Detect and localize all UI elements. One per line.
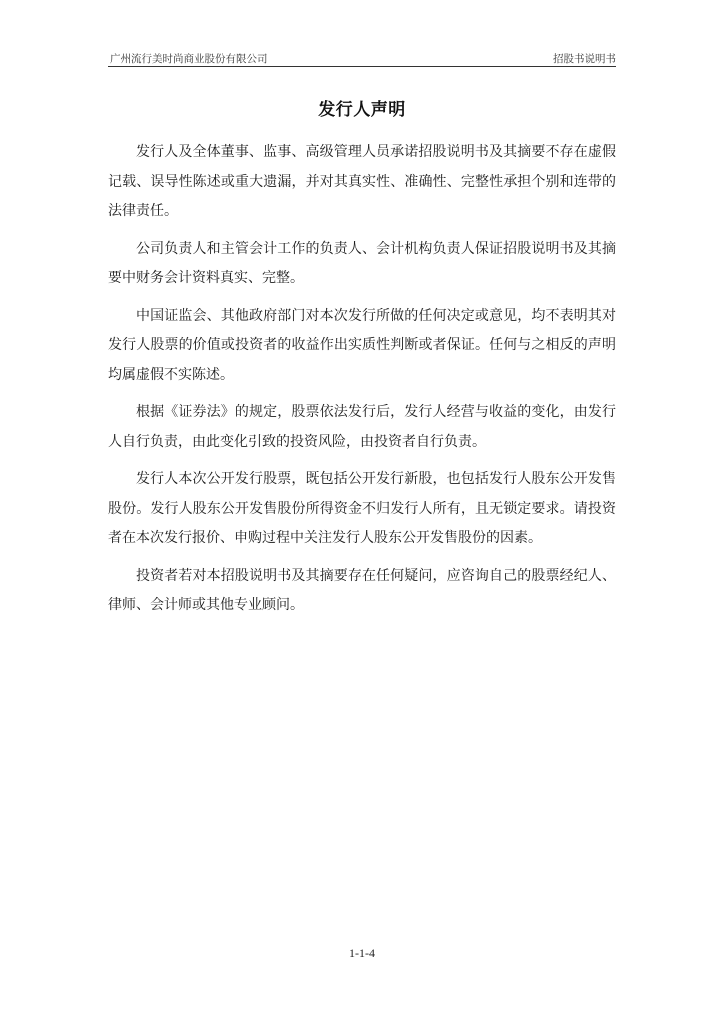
declaration-paragraph: 公司负责人和主管会计工作的负责人、会计机构负责人保证招股说明书及其摘要中财务会计资料真实、完整。 — [108, 240, 616, 286]
page-number: 1-1-4 — [349, 946, 375, 960]
declaration-body — [108, 138, 616, 629]
header-document-type: 招股书说明书 — [553, 53, 616, 65]
header-company-name: 广州流行美时尚商业股份有限公司 — [110, 53, 268, 65]
page-title: 发行人声明 — [318, 100, 406, 120]
declaration-paragraph: 发行人本次公开发行股票，既包括公开发行新股，也包括发行人股东公开发售股份。发行人股东公开发售股份所得资金不归发行人所有，且无锁定要求。请投资者在本次发行报价、申购过程中关注发行人股东公开发售股份的因素。 — [108, 471, 616, 546]
declaration-paragraph: 投资者若对本招股说明书及其摘要存在任何疑问，应咨询自己的股票经纪人、律师、会计师或其他专业顾问。 — [108, 567, 616, 613]
declaration-paragraph: 根据《证券法》的规定，股票依法发行后，发行人经营与收益的变化，由发行人自行负责，由此变化引致的投资风险，由投资者自行负责。 — [108, 404, 616, 450]
page-header — [108, 50, 616, 67]
declaration-paragraph: 中国证监会、其他政府部门对本次发行所做的任何决定或意见，均不表明其对发行人股票的价值或投资者的收益作出实质性判断或者保证。任何与之相反的声明均属虚假不实陈述。 — [108, 307, 616, 383]
declaration-paragraph: 发行人及全体董事、监事、高级管理人员承诺招股说明书及其摘要不存在虚假记载、误导性陈述或重大遗漏，并对其真实性、准确性、完整性承担个别和连带的法律责任。 — [108, 144, 616, 219]
